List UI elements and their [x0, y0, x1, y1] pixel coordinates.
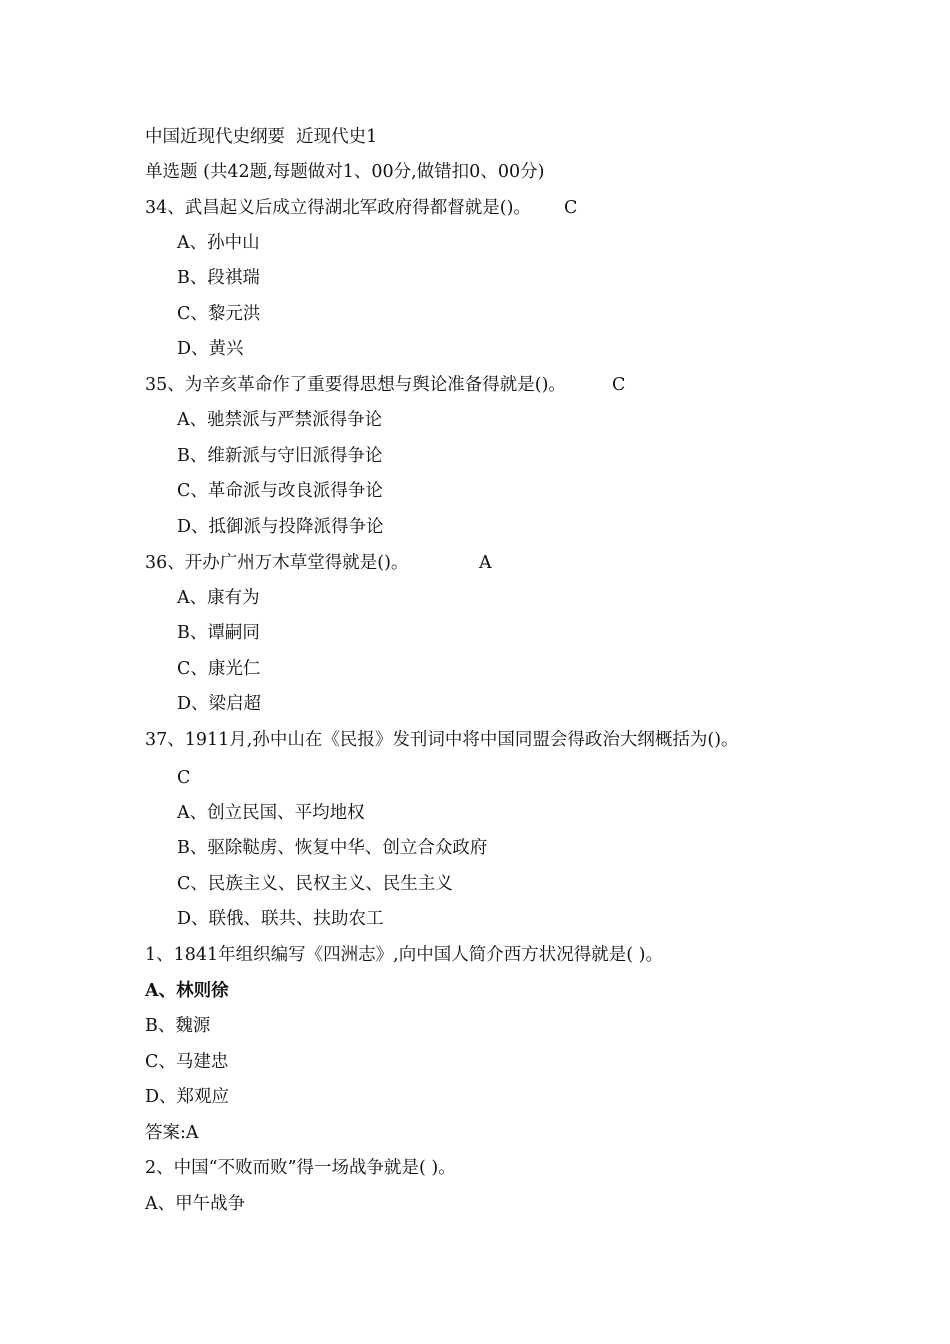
option: C、黎元洪: [177, 304, 261, 324]
option: D、郑观应: [145, 1087, 230, 1107]
option: B、段祺瑞: [177, 268, 260, 288]
option: B、魏源: [145, 1016, 211, 1036]
option: B、维新派与守旧派得争论: [177, 446, 383, 466]
question-stem: 37、1911月,孙中山在《民报》发刊词中将中国同盟会得政治大纲概括为()。: [145, 730, 739, 750]
answer-mark: A: [479, 553, 492, 573]
question-stem: 1、1841年组织编写《四洲志》,向中国人简介西方状况得就是( )。: [145, 945, 663, 965]
question-stem: [145, 373, 566, 397]
question-stem: 2、中国“不败而败”得一场战争就是( )。: [145, 1158, 456, 1178]
option: D、联俄、联共、扶助农工: [177, 909, 384, 929]
option: A、甲午战争: [145, 1194, 246, 1214]
answer-mark: C: [612, 375, 626, 395]
question-text: 35、为辛亥革命作了重要得思想与舆论准备得就是()。: [145, 375, 566, 395]
option: A、驰禁派与严禁派得争论: [177, 410, 383, 430]
option: C、革命派与改良派得争论: [177, 481, 383, 501]
question-text: 34、武昌起义后成立得湖北军政府得都督就是()。: [145, 198, 531, 218]
option: B、驱除鞑虏、恢复中华、创立合众政府: [177, 838, 488, 858]
question-stem: [145, 551, 408, 575]
option: C、民族主义、民权主义、民生主义: [177, 874, 453, 894]
section-header: 单选题 (共42题,每题做对1、00分,做错扣0、00分): [145, 162, 545, 182]
answer-line: 答案:A: [145, 1123, 199, 1143]
option: C、马建忠: [145, 1052, 229, 1072]
option: D、黄兴: [177, 339, 244, 359]
answer-mark: C: [177, 768, 191, 788]
option: A、创立民国、平均地权: [177, 803, 365, 823]
option: B、谭嗣同: [177, 623, 260, 643]
option: A、孙中山: [177, 233, 260, 253]
option: A、康有为: [177, 588, 260, 608]
option: D、抵御派与投降派得争论: [177, 517, 384, 537]
option-correct: A、林则徐: [145, 981, 229, 1001]
question-stem: [145, 196, 531, 220]
question-text: 36、开办广州万木草堂得就是()。: [145, 553, 409, 573]
option: C、康光仁: [177, 659, 261, 679]
option: D、梁启超: [177, 694, 262, 714]
document-title: 中国近现代史纲要 近现代史1: [145, 127, 378, 147]
answer-mark: C: [564, 198, 578, 218]
